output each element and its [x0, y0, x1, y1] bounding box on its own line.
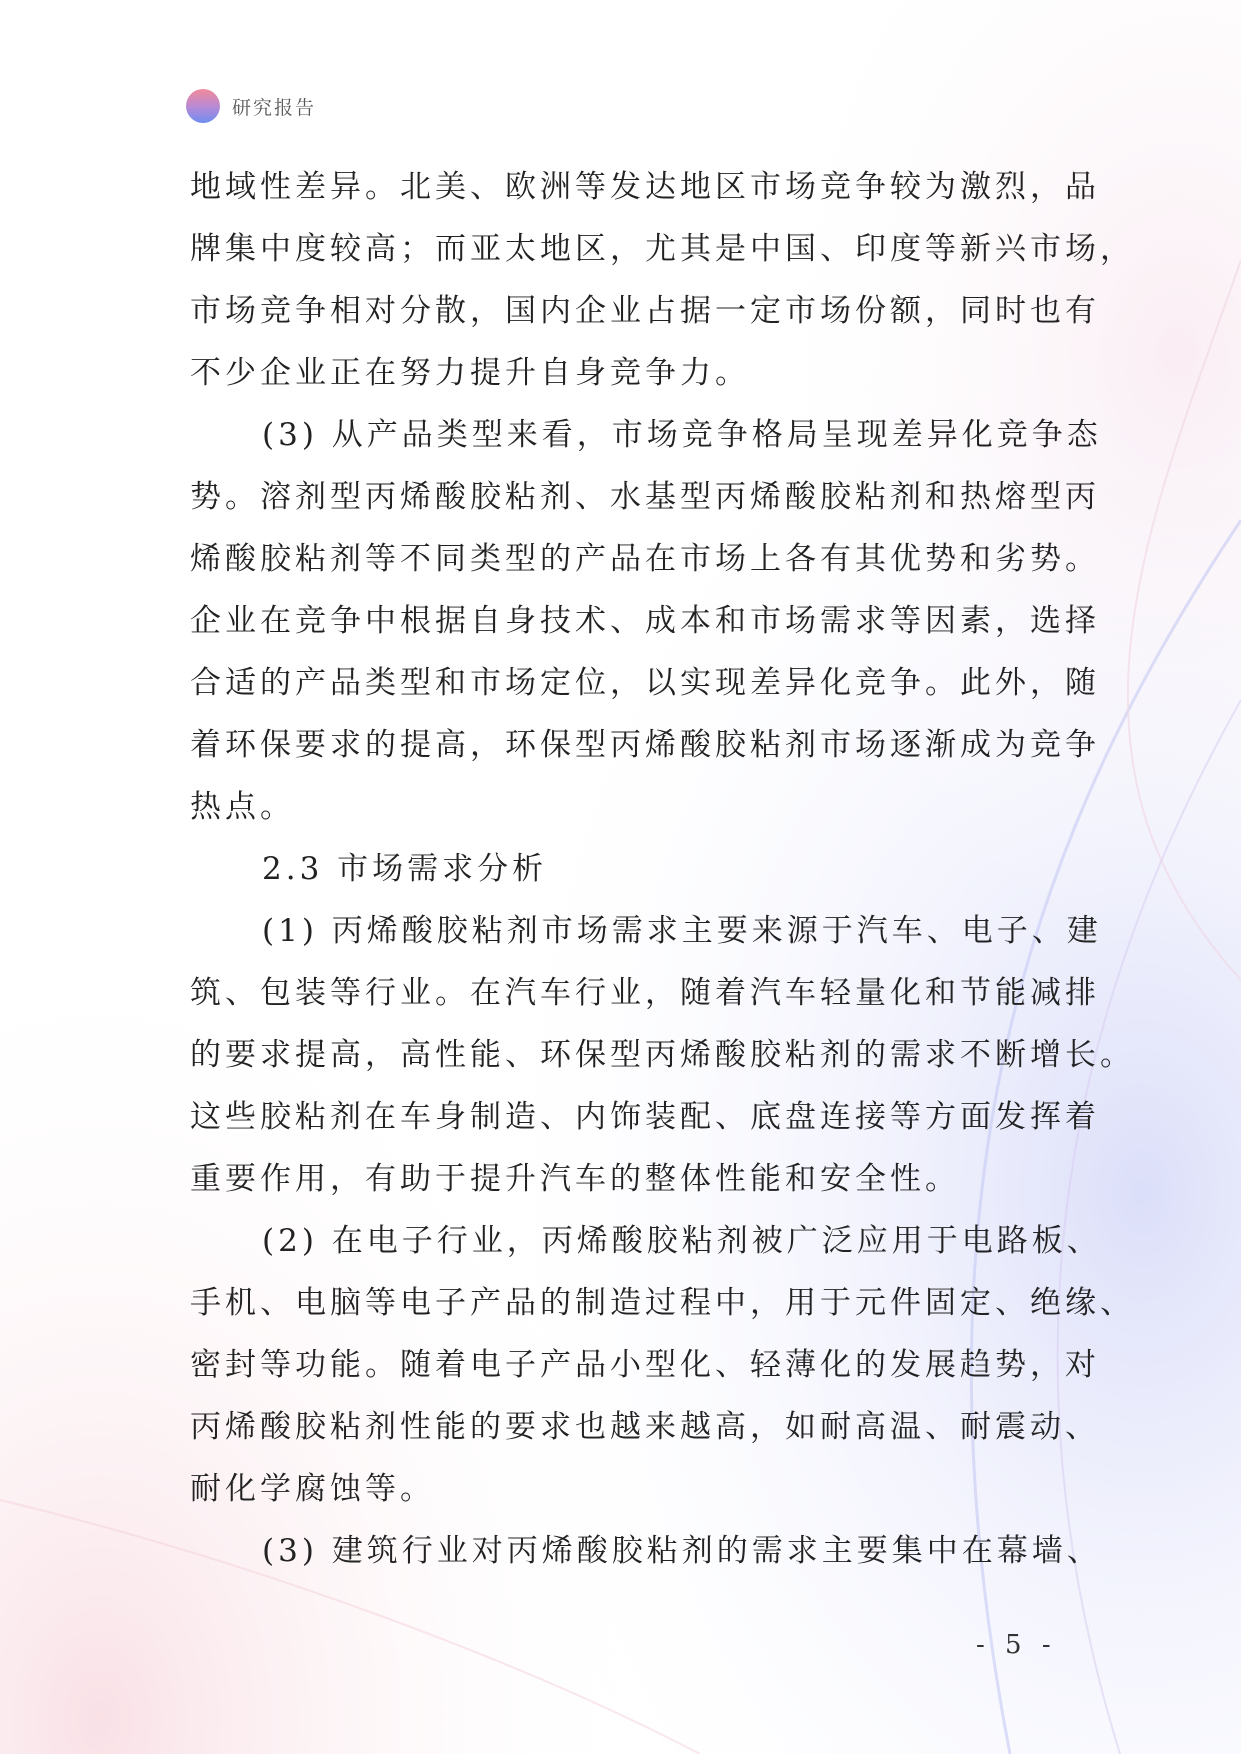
text-line: 筑、包装等行业。在汽车行业，随着汽车轻量化和节能减排	[190, 975, 1100, 1011]
text-line: 牌集中度较高；而亚太地区，尤其是中国、印度等新兴市场，	[190, 231, 1135, 267]
text-line: 密封等功能。随着电子产品小型化、轻薄化的发展趋势，对	[190, 1347, 1100, 1383]
text-line: 重要作用，有助于提升汽车的整体性能和安全性。	[190, 1161, 960, 1197]
text-line: 企业在竞争中根据自身技术、成本和市场需求等因素，选择	[190, 603, 1100, 639]
text-line: 合适的产品类型和市场定位，以实现差异化竞争。此外，随	[190, 665, 1100, 701]
text-line: 2.3 市场需求分析	[262, 851, 548, 887]
text-line: (3) 从产品类型来看，市场竞争格局呈现差异化竞争态	[262, 417, 1102, 453]
text-line: 热点。	[190, 789, 295, 825]
text-line: 烯酸胶粘剂等不同类型的产品在市场上各有其优势和劣势。	[190, 541, 1100, 577]
text-line: (3) 建筑行业对丙烯酸胶粘剂的需求主要集中在幕墙、	[262, 1533, 1102, 1569]
logo-circle-icon	[186, 89, 220, 123]
text-line: 的要求提高，高性能、环保型丙烯酸胶粘剂的需求不断增长。	[190, 1037, 1135, 1073]
text-line: 丙烯酸胶粘剂性能的要求也越来越高，如耐高温、耐震动、	[190, 1409, 1100, 1445]
text-line: 耐化学腐蚀等。	[190, 1471, 435, 1507]
text-line: 地域性差异。北美、欧洲等发达地区市场竞争较为激烈，品	[190, 169, 1100, 205]
text-line: 这些胶粘剂在车身制造、内饰装配、底盘连接等方面发挥着	[190, 1099, 1100, 1135]
paragraph	[190, 404, 1102, 838]
document-body	[190, 156, 1135, 1582]
paragraph	[190, 900, 1135, 1210]
paragraph	[190, 1520, 1102, 1582]
text-line: (2) 在电子行业，丙烯酸胶粘剂被广泛应用于电路板、	[262, 1223, 1102, 1259]
text-line: (1) 丙烯酸胶粘剂市场需求主要来源于汽车、电子、建	[262, 913, 1102, 949]
paragraph	[190, 838, 1072, 900]
text-line: 势。溶剂型丙烯酸胶粘剂、水基型丙烯酸胶粘剂和热熔型丙	[190, 479, 1100, 515]
text-line: 手机、电脑等电子产品的制造过程中，用于元件固定、绝缘、	[190, 1285, 1135, 1321]
paragraph	[190, 1210, 1135, 1520]
text-line: 市场竞争相对分散，国内企业占据一定市场份额，同时也有	[190, 293, 1100, 329]
page-header	[186, 88, 316, 124]
text-line: 不少企业正在努力提升自身竞争力。	[190, 355, 750, 391]
page-number: - 5 -	[976, 1630, 1057, 1660]
header-title: 研究报告	[232, 96, 317, 119]
paragraph	[190, 156, 1135, 404]
text-line: 着环保要求的提高，环保型丙烯酸胶粘剂市场逐渐成为竞争	[190, 727, 1100, 763]
